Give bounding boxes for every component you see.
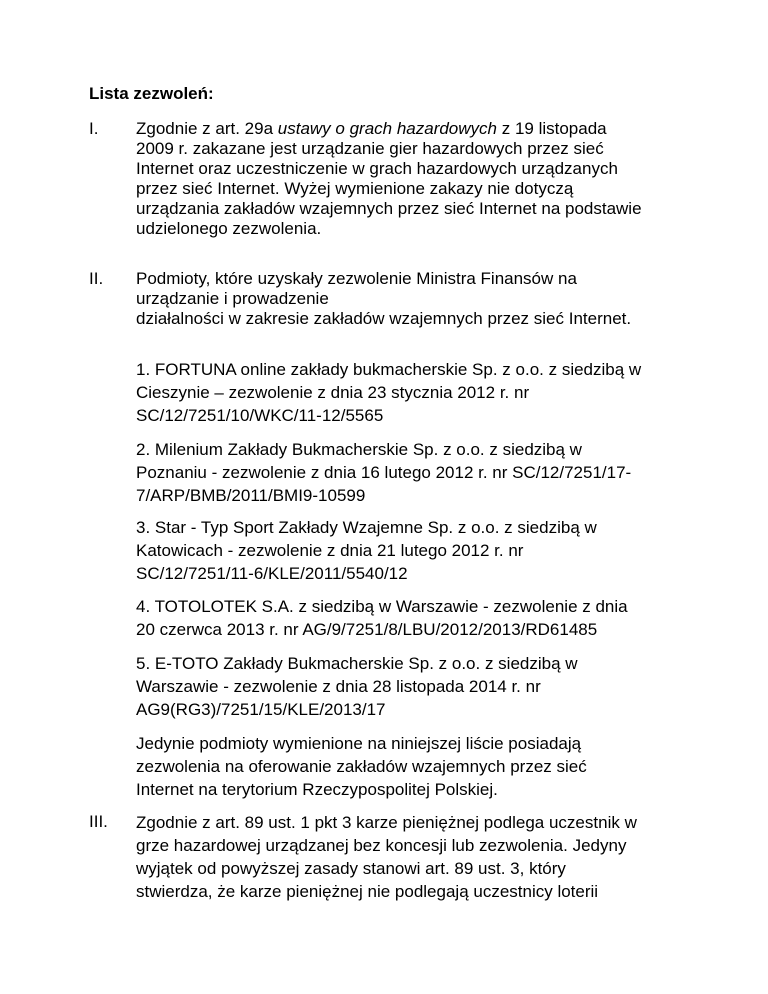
section-iii-line-3: wyjątek od powyższej zasady stanowi art. 89 ust. 3, który [136, 859, 566, 878]
section-ii-line-3: działalności w zakresie zakładów wzajemnych przez sieć Internet. [136, 309, 632, 328]
section-iii-line-2: grze hazardowej urządzanej bez koncesji lub zezwolenia. Jedyny [136, 836, 627, 855]
permit-list-item: 2. Milenium Zakłady Bukmacherskie Sp. z o.o. z siedzibą w Poznaniu - zezwolenie z dnia 16 lutego 2012 r. nr SC/12/7251/17- 7/ARP/BMB/2011/BMI9-10599 [136, 440, 632, 505]
section-i-line-5: urządzania zakładów wzajemnych przez sieć Internet na podstawie [136, 199, 642, 218]
section-ii-paragraph [136, 269, 696, 329]
section-i-line-1: Zgodnie z art. 29a ustawy o grach hazardowych z 19 listopada [136, 119, 607, 138]
section-iii-numeral: III. [89, 812, 108, 831]
section-i-line-6: udzielonego zezwolenia. [136, 219, 322, 238]
document-heading: Lista zezwoleń: [89, 84, 214, 103]
section-i-line-2: 2009 r. zakazane jest urządzanie gier hazardowych przez sieć [136, 139, 604, 158]
section-iii-paragraph [136, 811, 696, 903]
section-iii-line-4: stwierdza, że karze pieniężnej nie podlegają uczestnicy loterii [136, 882, 599, 901]
law-title: ustawy o grach hazardowych [277, 119, 497, 138]
section-ii-line-2: urządzanie i prowadzenie [136, 289, 329, 308]
permit-list-item: 3. Star - Typ Sport Zakłady Wzajemne Sp. z o.o. z siedzibą w Katowicach - zezwolenie z dnia 21 lutego 2012 r. nr SC/12/7251/11-6/KLE/2011/5540/12 [136, 518, 597, 583]
section-i-line-4: przez sieć Internet. Wyżej wymienione zakazy nie dotyczą [136, 179, 574, 198]
section-i-paragraph [136, 119, 696, 239]
section-iii-line-1: Zgodnie z art. 89 ust. 1 pkt 3 karze pieniężnej podlega uczestnik w [136, 813, 637, 832]
permit-list-item: 5. E-TOTO Zakłady Bukmacherskie Sp. z o.o. z siedzibą w Warszawie - zezwolenie z dnia 28 listopada 2014 r. nr AG9(RG3)/7251/15/KLE/2013/17 [136, 654, 578, 719]
permit-list-closing-note: Jedynie podmioty wymienione na niniejszej liście posiadają zezwolenia na oferowanie zakładów wzajemnych przez sieć Internet na terytorium Rzeczypospolitej Polskiej. [136, 734, 587, 799]
section-i-numeral: I. [89, 119, 99, 138]
section-ii-numeral: II. [89, 269, 104, 288]
section-ii-line-1: Podmioty, które uzyskały zezwolenie Ministra Finansów na [136, 269, 577, 288]
permit-list-item: 4. TOTOLOTEK S.A. z siedzibą w Warszawie - zezwolenie z dnia 20 czerwca 2013 r. nr AG/9/7251/8/LBU/2012/2013/RD61485 [136, 597, 628, 639]
section-i-line-3: Internet oraz uczestniczenie w grach hazardowych urządzanych [136, 159, 618, 178]
permit-list-item: 1. FORTUNA online zakłady bukmacherskie Sp. z o.o. z siedzibą w Cieszynie – zezwolenie z dnia 23 stycznia 2012 r. nr SC/12/7251/10/WKC/11-12/5565 [136, 360, 642, 425]
